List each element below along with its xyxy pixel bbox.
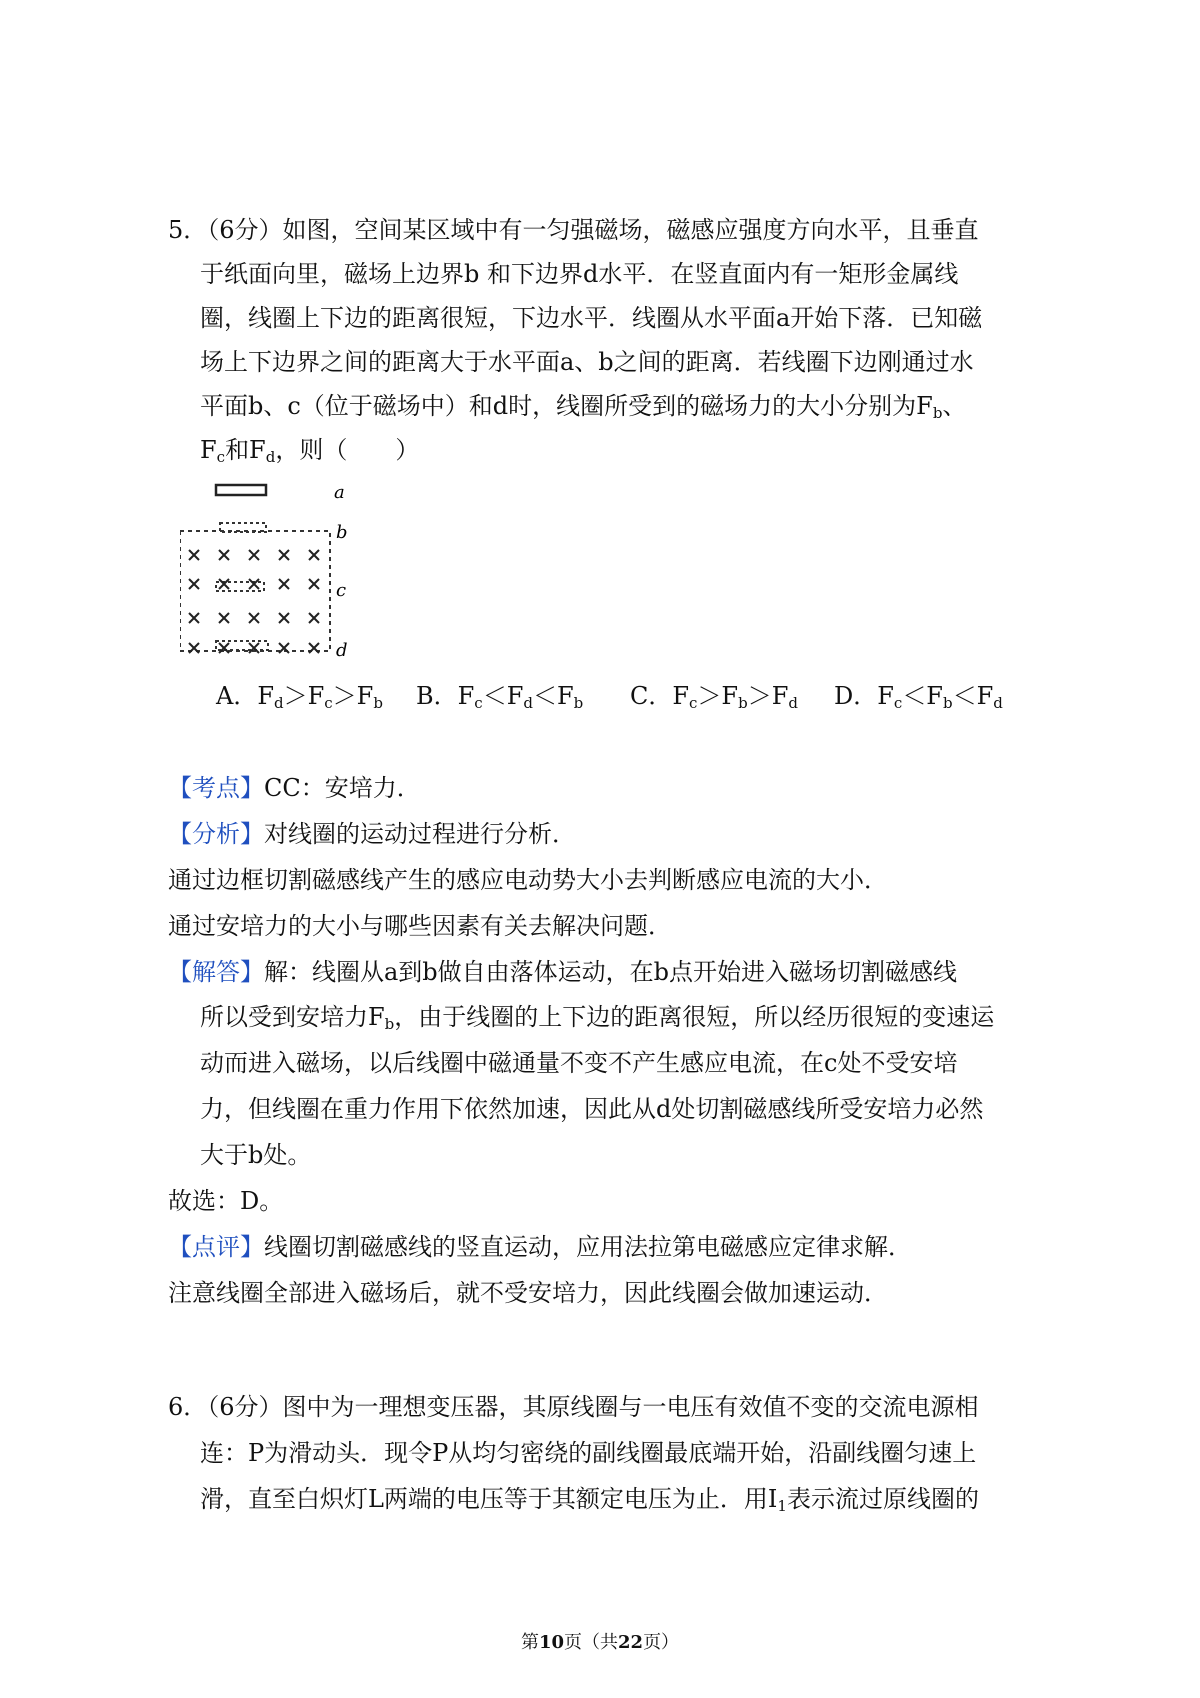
jieda-line-3: 动而进入磁场，以后线圈中磁通量不变不产生感应电流，在c处不受安培 xyxy=(200,1049,958,1077)
field-cross-mark xyxy=(219,613,229,623)
jieda-line-4: 力，但线圈在重力作用下依然加速，因此从d处切割磁感线所受安培力必然 xyxy=(200,1095,984,1123)
fenxi-tag: 【分析】 xyxy=(168,820,264,848)
fenxi-line: 【分析】对线圈的运动过程进行分析． xyxy=(168,820,576,848)
field-cross-mark xyxy=(219,550,229,560)
field-cross-mark xyxy=(309,579,319,589)
jieda-tag: 【解答】 xyxy=(168,958,264,986)
jieda-line: 【解答】解：线圈从a到b做自由落体运动，在b点开始进入磁场切割磁感线 xyxy=(168,958,958,986)
field-cross-mark xyxy=(189,613,199,623)
answer-line: 故选：D。 xyxy=(168,1187,284,1215)
kaodian-tag: 【考点】 xyxy=(168,774,264,802)
dianping-tag: 【点评】 xyxy=(168,1233,264,1261)
label-c: c xyxy=(336,580,347,601)
q6-line-3: 滑，直至白炽灯L两端的电压等于其额定电压为止．用$I_1$表示流过原线圈的 xyxy=(200,1485,979,1515)
option-d: D．$F_c<F_b<F_d$ xyxy=(834,682,1003,712)
magnetic-field-diagram xyxy=(180,478,380,668)
option-a: A．$F_d>F_c>F_b$ xyxy=(216,682,383,712)
field-cross-mark xyxy=(189,643,199,653)
fenxi-line-3: 通过安培力的大小与哪些因素有关去解决问题． xyxy=(168,912,672,940)
coil-at-b xyxy=(220,523,266,532)
q5-line-4: 场上下边界之间的距离大于水平面a、b之间的距离．若线圈下边刚通过水 xyxy=(200,348,974,376)
field-cross-mark xyxy=(279,613,289,623)
label-b: b xyxy=(336,522,348,543)
field-cross-mark xyxy=(249,613,259,623)
q5-line-3: 圈，线圈上下边的距离很短，下边水平．线圈从水平面a开始下落．已知磁 xyxy=(200,304,983,332)
field-crosses xyxy=(189,550,319,653)
q5-line-2: 于纸面向里，磁场上边界b 和下边界d水平．在竖直面内有一矩形金属线 xyxy=(200,260,959,288)
coil-at-a xyxy=(216,485,266,495)
field-cross-mark xyxy=(309,643,319,653)
option-b: B．$F_c<F_d<F_b$ xyxy=(416,682,584,712)
field-cross-mark xyxy=(279,579,289,589)
jieda-line-5: 大于b处。 xyxy=(200,1141,312,1169)
field-cross-mark xyxy=(309,550,319,560)
field-cross-mark xyxy=(219,579,229,589)
option-c: C．$F_c>F_b>F_d$ xyxy=(630,682,798,712)
q5-line-1: 5．（6分）如图，空间某区域中有一匀强磁场，磁感应强度方向水平，且垂直 xyxy=(168,216,979,244)
field-cross-mark xyxy=(189,579,199,589)
q6-line-2: 连：P为滑动头．现令P从均匀密绕的副线圈最底端开始，沿副线圈匀速上 xyxy=(200,1439,977,1467)
q5-line-6: $F_c$和$F_d$，则（ ） xyxy=(200,436,420,466)
field-cross-mark xyxy=(249,579,259,589)
dianping-line-2: 注意线圈全部进入磁场后，就不受安培力，因此线圈会做加速运动． xyxy=(168,1279,888,1307)
label-a: a xyxy=(334,482,345,503)
fenxi-line-2: 通过边框切割磁感线产生的感应电动势大小去判断感应电流的大小． xyxy=(168,866,888,894)
jieda-line-2: 所以受到安培力$F_b$，由于线圈的上下边的距离很短，所以经历很短的变速运 xyxy=(200,1003,995,1033)
q5-line-5: 平面b、c（位于磁场中）和d时，线圈所受到的磁场力的大小分别为$F_b$、 xyxy=(200,392,967,422)
label-d: d xyxy=(336,640,348,661)
field-cross-mark xyxy=(279,550,289,560)
kaodian-line: 【考点】CC：安培力． xyxy=(168,774,421,802)
dianping-line: 【点评】线圈切割磁感线的竖直运动，应用法拉第电磁感应定律求解． xyxy=(168,1233,912,1261)
field-cross-mark xyxy=(189,550,199,560)
page-footer: 第10页（共22页） xyxy=(520,1632,680,1653)
field-cross-mark xyxy=(309,613,319,623)
q6-line-1: 6．（6分）图中为一理想变压器，其原线圈与一电压有效值不变的交流电源相 xyxy=(168,1393,979,1421)
field-cross-mark xyxy=(249,550,259,560)
